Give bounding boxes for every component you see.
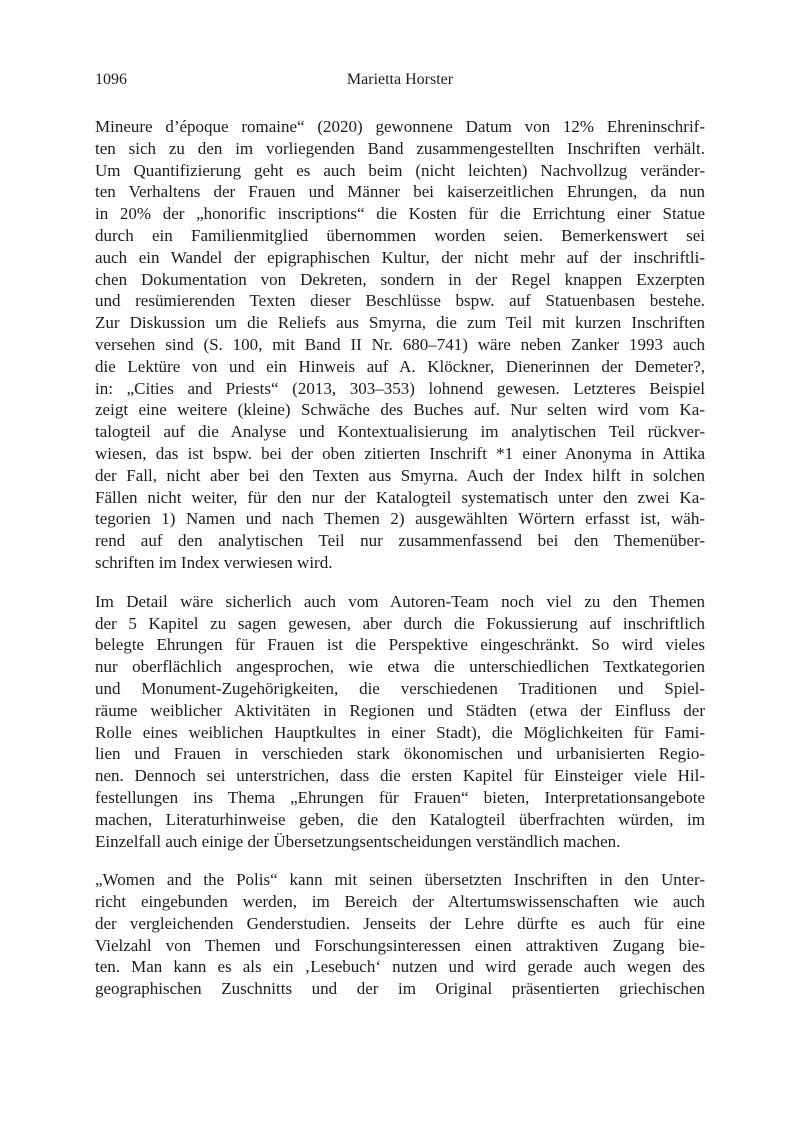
text-line: ten sich zu den im vorliegenden Band zusammengestellten Inschriften verhält.	[95, 138, 705, 158]
text-line: nur oberflächlich angesprochen, wie etwa die unterschiedlichen Textkategorien	[95, 657, 705, 677]
text-line: lien und Frauen in verschieden stark ökonomischen und urbanisierten Regio-	[95, 744, 705, 764]
page-header	[95, 70, 705, 90]
text-line: in 20% der „honorific inscriptions“ die Kosten für die Errichtung einer Statue	[95, 204, 705, 224]
text-line: Rolle eines weiblichen Hauptkultes in einer Stadt), die Möglichkeiten für Fami-	[95, 722, 705, 742]
text-line: durch ein Familienmitglied übernommen worden seien. Bemerkenswert sei	[95, 225, 705, 245]
text-line: und resümierenden Texten dieser Beschlüsse bspw. auf Statuenbasen bestehe.	[95, 291, 705, 311]
text-line: in: „Cities and Priests“ (2013, 303–353) lohnend gewesen. Letzteres Beispiel	[95, 378, 705, 398]
text-line: Um Quantifizierung geht es auch beim (nicht leichten) Nachvollzug veränder-	[95, 160, 705, 180]
text-line: der Fall, nicht aber bei den Texten aus Smyrna. Auch der Index hilft in solchen	[95, 465, 705, 485]
text-line: zeigt eine weitere (kleine) Schwäche des Buches auf. Nur selten wird vom Ka-	[95, 400, 705, 420]
text-line: chen Dokumentation von Dekreten, sondern in der Regel knappen Exzerpten	[95, 269, 705, 289]
paragraph	[95, 116, 705, 574]
text-line: räume weiblicher Aktivitäten in Regionen und Städten (etwa der Einfluss der	[95, 700, 705, 720]
paragraph	[95, 869, 705, 1000]
text-line: tegorien 1) Namen und nach Themen 2) ausgewählten Wörtern erfasst ist, wäh-	[95, 509, 705, 529]
text-line: „Women and the Polis“ kann mit seinen übersetzten Inschriften in den Unter-	[95, 870, 705, 890]
text-line: der 5 Kapitel zu sagen gewesen, aber durch die Fokussierung auf inschriftlich	[95, 613, 705, 633]
text-line: der vergleichenden Genderstudien. Jenseits der Lehre dürfte es auch für eine	[95, 913, 705, 933]
text-line: ten. Man kann es als ein ‚Lesebuch‘ nutzen und wird gerade auch wegen des	[95, 957, 705, 977]
text-line: rend auf den analytischen Teil nur zusammenfassend bei den Themenüber-	[95, 531, 705, 551]
text-line: talogteil auf die Analyse und Kontextualisierung im analytischen Teil rückver-	[95, 422, 705, 442]
text-line: geographischen Zuschnitts und der im Original präsentierten griechischen	[95, 979, 705, 999]
page-body	[95, 116, 705, 1000]
text-line: Zur Diskussion um die Reliefs aus Smyrna, die zum Teil mit kurzen Inschriften	[95, 313, 705, 333]
text-line: machen, Literaturhinweise geben, die den Katalogteil überfrachten würden, im	[95, 809, 705, 829]
text-line: ten Verhaltens der Frauen und Männer bei kaiserzeitlichen Ehrungen, da nun	[95, 182, 705, 202]
text-line: Vielzahl von Themen und Forschungsinteressen einen attraktiven Zugang bie-	[95, 935, 705, 955]
text-line: auch ein Wandel der epigraphischen Kultur, der nicht mehr auf der inschriftli-	[95, 247, 705, 267]
text-line: Mineure d’époque romaine“ (2020) gewonnene Datum von 12% Ehreninschrif-	[95, 117, 705, 136]
text-line: versehen sind (S. 100, mit Band II Nr. 680–741) wäre neben Zanker 1993 auch	[95, 334, 705, 354]
text-line: Einzelfall auch einige der Übersetzungsentscheidungen verständlich machen.	[95, 831, 621, 851]
text-line: und Monument-Zugehörigkeiten, die verschiedenen Traditionen und Spiel-	[95, 678, 705, 698]
text-line: schriften im Index verwiesen wird.	[95, 552, 333, 572]
text-line: festellungen ins Thema „Ehrungen für Frauen“ bieten, Interpretationsangebote	[95, 787, 705, 807]
page-number: 1096	[95, 71, 127, 88]
running-head: Marietta Horster	[346, 71, 454, 88]
text-line: Im Detail wäre sicherlich auch vom Autoren-Team noch viel zu den Themen	[95, 591, 705, 611]
text-line: richt eingebunden werden, im Bereich der Altertumswissenschaften wie auch	[95, 892, 705, 912]
text-line: die Lektüre von und ein Hinweis auf A. Klöckner, Dienerinnen der Demeter?,	[95, 356, 705, 376]
text-line: Fällen nicht weiter, für den nur der Katalogteil systematisch unter den zwei Ka-	[95, 487, 705, 507]
text-line: wiesen, das ist bspw. bei der oben zitierten Inschrift *1 einer Anonyma in Attika	[95, 443, 705, 463]
text-line: belegte Ehrungen für Frauen ist die Perspektive eingeschränkt. So wird vieles	[95, 635, 705, 655]
paragraph	[95, 591, 705, 853]
text-line: nen. Dennoch sei unterstrichen, dass die ersten Kapitel für Einsteiger viele Hil-	[95, 766, 705, 786]
